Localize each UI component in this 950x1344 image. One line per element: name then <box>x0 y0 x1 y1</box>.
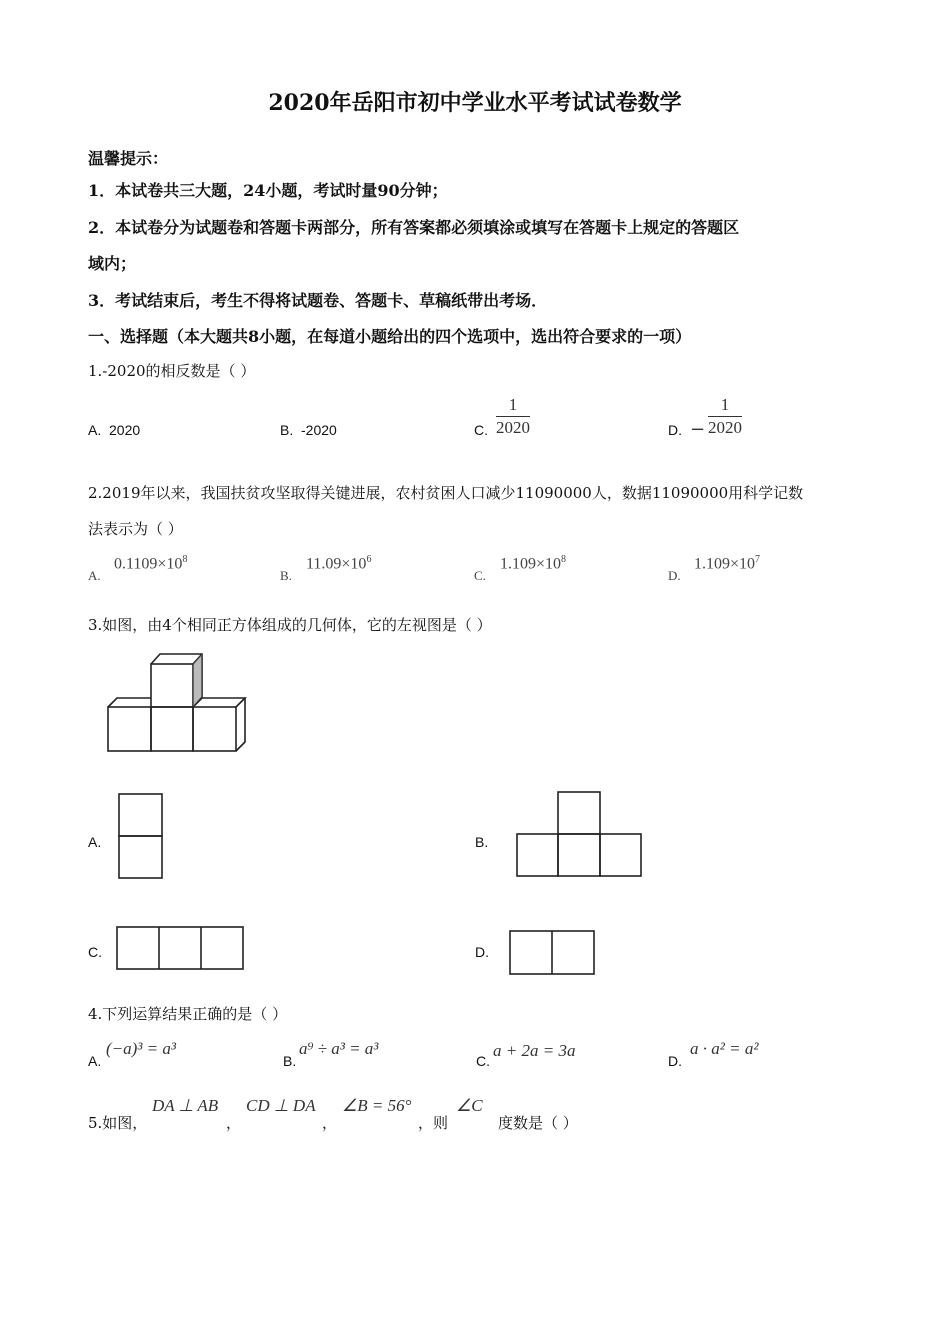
q5-condition-2: CD ⊥ DA <box>246 1096 316 1115</box>
tips-item-2-line2: 域内； <box>88 254 137 273</box>
q1-a-label: A. <box>88 422 102 438</box>
q3-solid-figure <box>104 650 254 760</box>
q3-option-b-figure <box>515 790 645 878</box>
q3-option-c-figure <box>115 925 247 973</box>
section-heading: 一、选择题（本大题共8小题，在每道小题给出的四个选项中，选出符合要求的一项） <box>88 327 692 346</box>
q1-stem: 1.-2020的相反数是（ ） <box>88 362 256 380</box>
q3-b-label: B. <box>475 834 489 850</box>
q1-option-a <box>88 422 140 438</box>
q2-c-expr <box>500 554 566 573</box>
q3-c-label: C. <box>88 944 102 960</box>
q3-a-label: A. <box>88 834 102 850</box>
q2-c-label: C. <box>474 568 486 583</box>
q2-d-expr <box>694 554 760 573</box>
q5-target-angle: ∠C <box>456 1096 483 1115</box>
q2-a-base: 0.1109×10 <box>114 555 183 573</box>
q2-d-exp: 7 <box>755 554 761 565</box>
q1-option-b <box>280 422 337 438</box>
q1-d-denominator: 2020 <box>708 418 742 437</box>
q1-d-fraction <box>708 394 742 439</box>
q1-b-text: -2020 <box>301 422 337 438</box>
q4-a-expr: (−a)³ = a³ <box>106 1039 176 1058</box>
q2-c-exp: 8 <box>561 554 567 565</box>
q3-stem: 3.如图，由4个相同正方体组成的几何体，它的左视图是（ ） <box>88 616 492 634</box>
q2-d-base: 1.109×10 <box>694 555 756 573</box>
q2-stem-line1: 2.2019年以来，我国扶贫攻坚取得关键进展，农村贫困人口减少11090000人，数据11090000用科学记数 <box>88 484 804 502</box>
q4-stem: 4.下列运算结果正确的是（ ） <box>88 1005 288 1023</box>
q5-condition-1: DA ⊥ AB <box>152 1096 219 1115</box>
q5-comma-2: ， <box>322 1114 338 1132</box>
q4-a-label: A. <box>88 1053 102 1069</box>
q2-b-expr <box>306 554 371 573</box>
tips-item-2-line1: 2．本试卷分为试题卷和答题卡两部分，所有答案都必须填涂或填写在答题卡上规定的答题区 <box>88 218 740 237</box>
q3-option-d-figure <box>508 929 598 977</box>
q2-d-label: D. <box>668 568 681 583</box>
q3-d-label: D. <box>475 944 489 960</box>
q1-d-sign: − <box>690 419 706 440</box>
q4-d-expr: a · a² = a² <box>690 1039 759 1058</box>
q5-suffix: 度数是（ ） <box>498 1114 578 1132</box>
q1-c-numerator: 1 <box>496 394 530 417</box>
q1-d-label: D. <box>668 422 682 438</box>
q4-b-label: B. <box>283 1053 297 1069</box>
q5-then: ，则 <box>418 1114 449 1132</box>
q1-c-label: C. <box>474 422 488 438</box>
q2-a-expr <box>114 554 187 573</box>
q1-b-label: B. <box>280 422 294 438</box>
q5-prefix: 5.如图， <box>88 1114 148 1132</box>
tips-item-3: 3．考试结束后，考生不得将试题卷、答题卡、草稿纸带出考场． <box>88 291 548 310</box>
q1-c-fraction <box>496 394 530 439</box>
q2-a-exp: 8 <box>182 554 188 565</box>
q4-c-expr: a + 2a = 3a <box>493 1041 576 1060</box>
q5-comma-1: ， <box>226 1114 242 1132</box>
q4-c-label: C. <box>476 1053 490 1069</box>
q2-b-base: 11.09×10 <box>306 555 367 573</box>
q2-b-label: B. <box>280 568 292 583</box>
q1-c-denominator: 2020 <box>496 418 530 437</box>
q2-stem-line2: 法表示为（ ） <box>88 520 183 538</box>
q2-a-label: A. <box>88 568 101 583</box>
q3-option-a-figure <box>117 792 165 880</box>
q2-c-base: 1.109×10 <box>500 555 562 573</box>
tips-heading: 温馨提示： <box>88 149 169 168</box>
tips-item-1: 1．本试卷共三大题，24小题，考试时量90分钟； <box>88 181 448 200</box>
q4-d-label: D. <box>668 1053 682 1069</box>
q1-d-numerator: 1 <box>708 394 742 417</box>
q2-b-exp: 6 <box>366 554 372 565</box>
q4-b-expr: a⁹ ÷ a³ = a³ <box>299 1039 379 1058</box>
q5-condition-3: ∠B = 56° <box>342 1096 412 1115</box>
page-title: 2020年岳阳市初中学业水平考试试卷数学 <box>268 90 682 116</box>
q1-a-text: 2020 <box>109 422 141 438</box>
